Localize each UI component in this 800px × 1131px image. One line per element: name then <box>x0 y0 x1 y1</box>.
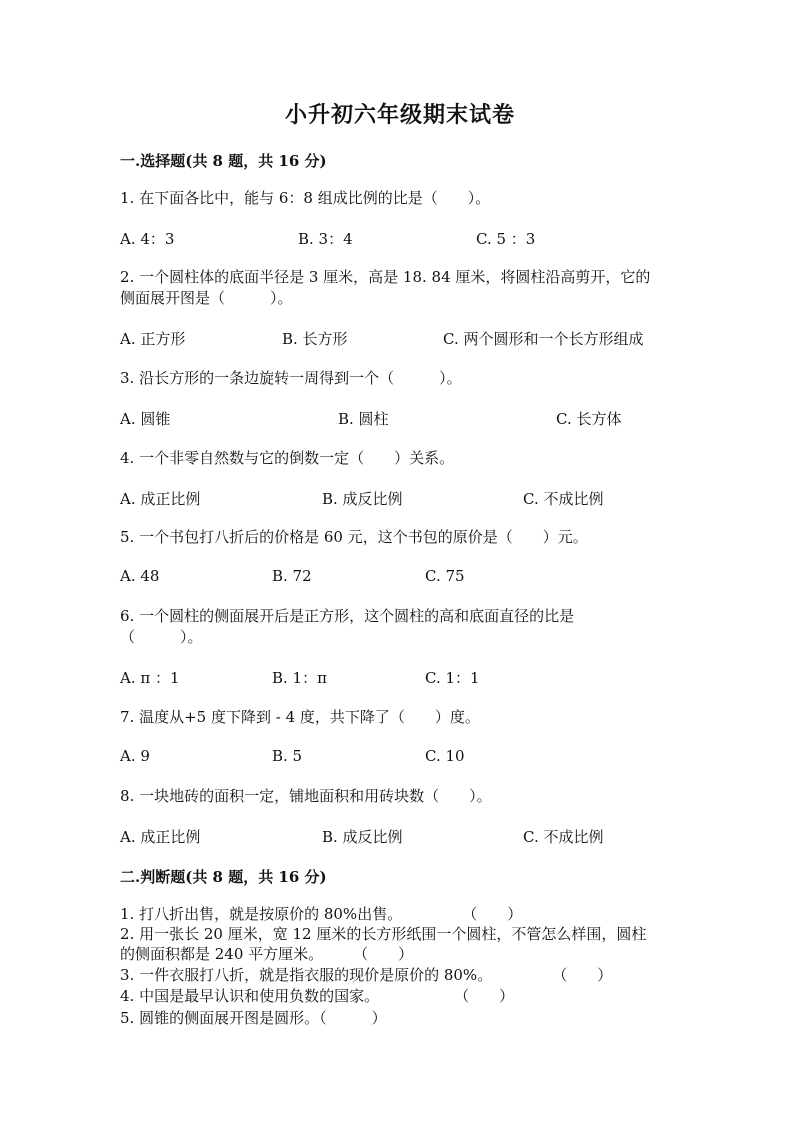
question-3: 3. 沿长方形的一条边旋转一周得到一个（ ）。 <box>120 369 462 387</box>
question-2-line1: 2. 一个圆柱体的底面半径是 3 厘米，高是 18. 84 厘米，将圆柱沿高剪开，它的 <box>120 268 651 286</box>
q7-option-b: B. 5 <box>272 747 303 765</box>
question-6-line2: （ ）。 <box>120 628 203 646</box>
q6-option-c: C. 1：1 <box>425 669 480 687</box>
judgement-item-3: 3. 一件衣服打八折，就是指衣服的现价是原价的 80%。 （ ） <box>120 966 613 984</box>
q6-option-a: A. π ：1 <box>120 669 180 687</box>
question-2-line2: 侧面展开图是（ ）。 <box>120 289 293 307</box>
q2-option-c: C. 两个圆形和一个长方形组成 <box>443 330 644 348</box>
judgement-item-2-line2: 的侧面积都是 240 平方厘米。 （ ） <box>120 945 414 963</box>
question-6-line1: 6. 一个圆柱的侧面展开后是正方形，这个圆柱的高和底面直径的比是 <box>120 607 575 625</box>
q1-option-c: C. 5 ：3 <box>476 230 536 248</box>
judgement-item-2-line1: 2. 用一张长 20 厘米，宽 12 厘米的长方形纸围一个圆柱，不管怎么样围，圆柱 <box>120 925 647 943</box>
q7-option-c: C. 10 <box>425 747 465 765</box>
question-4: 4. 一个非零自然数与它的倒数一定（ ）关系。 <box>120 449 455 467</box>
q7-option-a: A. 9 <box>120 747 150 765</box>
q4-option-b: B. 成反比例 <box>322 490 403 508</box>
q6-option-b: B. 1：π <box>272 669 327 687</box>
q2-option-a: A. 正方形 <box>120 330 186 348</box>
q1-option-b: B. 3：4 <box>298 230 353 248</box>
page-title: 小升初六年级期末试卷 <box>284 102 515 128</box>
q4-option-c: C. 不成比例 <box>523 490 604 508</box>
q1-option-a: A. 4：3 <box>120 230 175 248</box>
q4-option-a: A. 成正比例 <box>120 490 201 508</box>
q5-option-b: B. 72 <box>272 567 312 585</box>
q8-option-c: C. 不成比例 <box>523 828 604 846</box>
question-1: 1. 在下面各比中，能与 6：8 组成比例的比是（ ）。 <box>120 189 491 207</box>
q5-option-c: C. 75 <box>425 567 465 585</box>
q8-option-b: B. 成反比例 <box>322 828 403 846</box>
section-heading-choice: 一.选择题(共 8 题，共 16 分) <box>120 152 327 170</box>
question-7: 7. 温度从+5 度下降到 - 4 度，共下降了（ ）度。 <box>120 708 480 726</box>
q8-option-a: A. 成正比例 <box>120 828 201 846</box>
q3-option-a: A. 圆锥 <box>120 410 171 428</box>
question-5: 5. 一个书包打八折后的价格是 60 元，这个书包的原价是（ ）元。 <box>120 528 588 546</box>
judgement-item-4: 4. 中国是最早认识和使用负数的国家。 （ ） <box>120 987 515 1005</box>
q3-option-c: C. 长方体 <box>556 410 622 428</box>
judgement-item-1: 1. 打八折出售，就是按原价的 80%出售。 （ ） <box>120 905 523 923</box>
judgement-item-5: 5. 圆锥的侧面展开图是圆形。（ ） <box>120 1009 387 1027</box>
q3-option-b: B. 圆柱 <box>338 410 389 428</box>
question-8: 8. 一块地砖的面积一定，铺地面积和用砖块数（ ）。 <box>120 787 492 805</box>
section-heading-judgement: 二.判断题(共 8 题，共 16 分) <box>120 868 327 886</box>
q2-option-b: B. 长方形 <box>282 330 348 348</box>
q5-option-a: A. 48 <box>120 567 160 585</box>
